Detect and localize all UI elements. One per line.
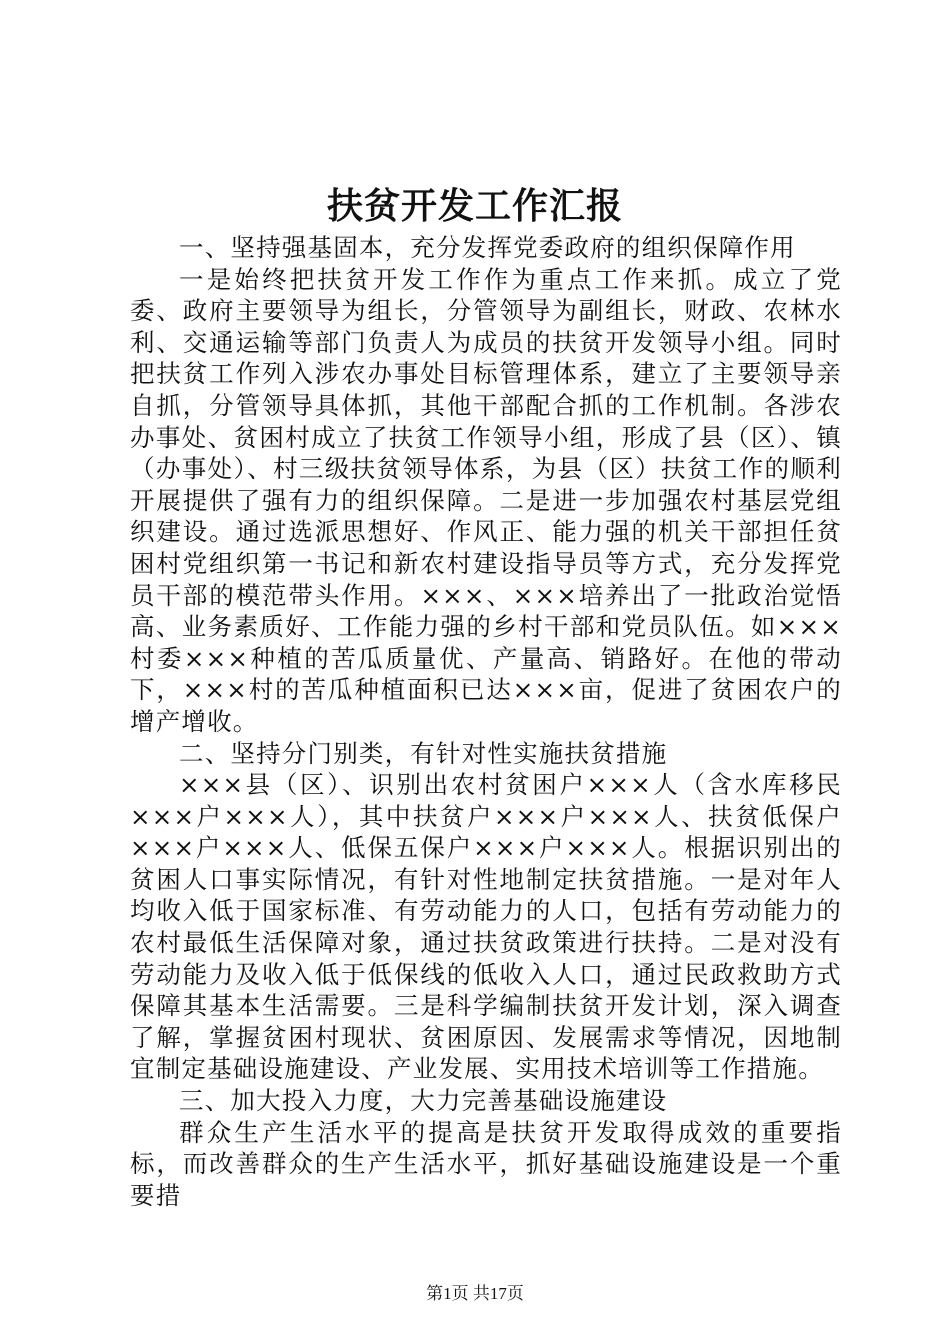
section-heading-1: 一、坚持强基固本，充分发挥党委政府的组织保障作用 [179,233,796,262]
paragraph-3: 群众生产生活水平的提高是扶贫开发取得成效的重要指标，而改善群众的生产生活水平，抓好基础设施建设是一个重要措 [130,1117,842,1210]
section-heading-3: 三、加大投入力度，大力完善基础设施建设 [179,1086,668,1116]
page-number-footer: 第1页 共17页 [426,1284,524,1303]
paragraph-1: 一是始终把扶贫开发工作作为重点工作来抓。成立了党委、政府主要领导为组长，分管领导为副组长，财政、农林水利、交通运输等部门负责人为成员的扶贫开发领导小组。同时把扶贫工作列入涉农办事处目标管理体系，建立了主要领导亲自抓，分管领导具体抓，其他干部配合抓的工作机制。各涉农办事处、贫困村成立了扶贫工作领导小组，形成了县（区）、镇（办事处）、村三级扶贫领导体系，为县（区）扶贫工作的顺利开展提供了强有力的组织保障。二是进一步加强农村基层党组织建设。通过选派思想好、作风正、能力强的机关干部担任贫困村党组织第一书记和新农村建设指导员等方式，充分发挥党员干部的模范带头作用。×××、×××培养出了一批政治觉悟高、业务素质好、工作能力强的乡村干部和党员队伍。如×××村委×××种植的苦瓜质量优、产量高、销路好。在他的带动下，×××村的苦瓜种植面积已达×××亩，促进了贫困农户的增产增收。 [130,264,842,736]
document-body [130,232,842,1211]
document-title: 扶贫开发工作汇报 [326,185,623,227]
section-heading-2: 二、坚持分门别类，有针对性实施扶贫措施 [179,738,668,768]
paragraph-2: ×××县（区）、识别出农村贫困户×××人（含水库移民×××户×××人），其中扶贫户×××户×××人、扶贫低保户×××户×××人、低保五保户×××户×××人。根据识别出的贫困人口事实际情况，有针对性地制定扶贫措施。一是对年人均收入低于国家标准、有劳动能力的人口，包括有劳动能力的农村最低生活保障对象，通过扶贫政策进行扶持。二是对没有劳动能力及收入低于低保线的低收入人口，通过民政救助方式保障其基本生活需要。三是科学编制扶贫开发计划，深入调查了解，掌握贫困村现状、贫困原因、发展需求等情况，因地制宜制定基础设施建设、产业发展、实用技术培训等工作措施。 [130,770,842,1084]
